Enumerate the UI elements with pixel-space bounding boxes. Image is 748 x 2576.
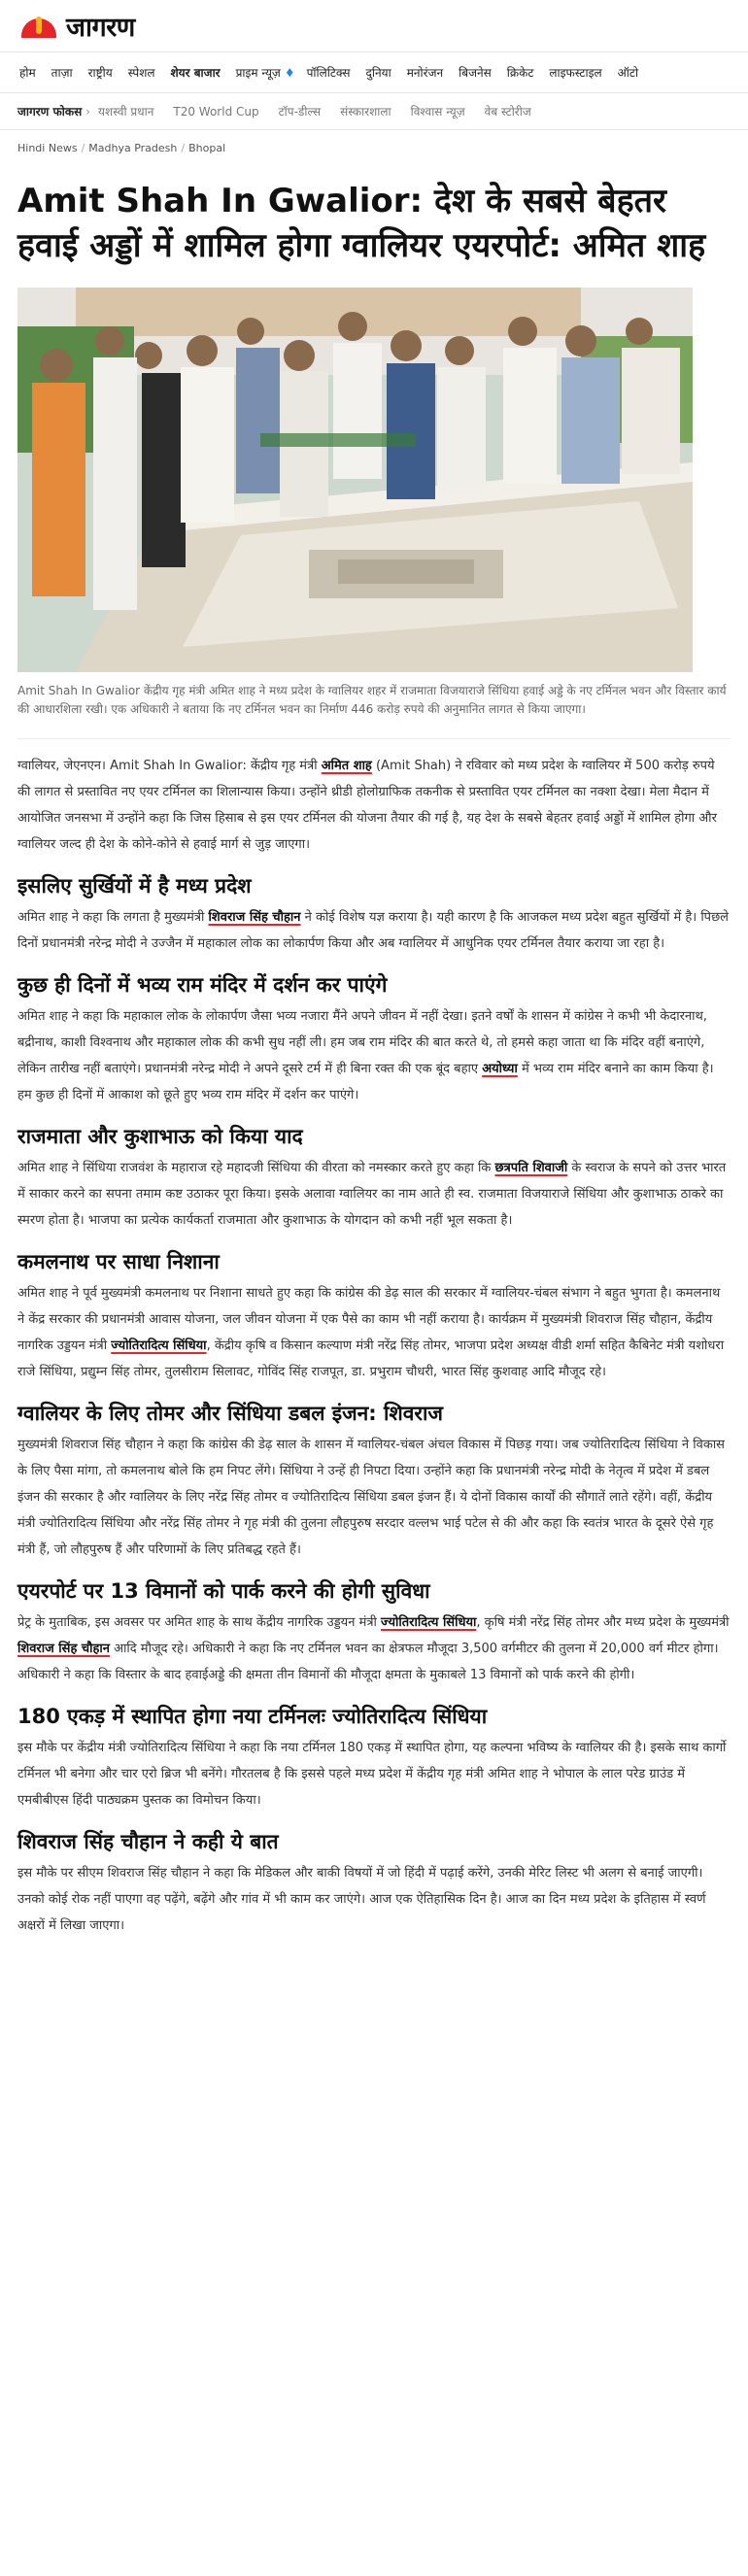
tag-link[interactable]: अयोध्या	[482, 1062, 518, 1076]
nav-item-politics[interactable]: पॉलिटिक्स	[306, 66, 351, 80]
paragraph: अमित शाह ने कहा कि लगता है मुख्यमंत्री शिवराज सिंह चौहान ने कोई विशेष यज्ञ कराया है। यही कारण है कि आजकल मध्य प्रदेश बहुत सुर्खियों में है। पिछले दिनों प्रधानमंत्री नरेन्द्र मोदी ने उज्जैन में महाकाल लोक का लोकार्पण किया और अब ग्वालियर में आधुनिक एयर टर्मिनल तैयार कराया जा रहा है।	[17, 910, 729, 951]
focus-nav	[0, 93, 748, 130]
jagran-logo[interactable]	[17, 8, 135, 44]
nav-item-latest[interactable]: ताज़ा	[51, 66, 73, 80]
jagran-sun-icon	[17, 15, 60, 38]
brand-name: जागरण	[66, 13, 135, 43]
paragraph: इस मौके पर केंद्रीय मंत्री ज्योतिरादित्य सिंधिया ने कहा कि नया टर्मिनल 180 एकड़ में स्थापित होगा, यह कल्पना भविष्य के ग्वालियर की है। इसके साथ कार्गो टर्मिनल भी बनेगा और चार एरो ब्रिज भी बनेंगे। गौरतलब है कि इससे पहले मध्य प्रदेश में केंद्रीय गृह मंत्री अमित शाह ने भोपाल के लाल परेड ग्राउंड में एमबीबीएस हिंदी पाठ्यक्रम पुस्तक का विमोचन किया।	[17, 1741, 727, 1808]
nav-item-national[interactable]: राष्ट्रीय	[87, 66, 113, 80]
article-body	[0, 753, 748, 1939]
breadcrumb-item[interactable]: Madhya Pradesh	[88, 142, 178, 154]
image-caption: Amit Shah In Gwalior केंद्रीय गृह मंत्री अमित शाह ने मध्य प्रदेश के ग्वालियर शहर में राजमाता विजयाराजे सिंधिया हवाई अड्डे के नए टर्मिनल भवन और विस्तार कार्य की आधारशिला रखी। एक अधिकारी ने बताया कि नए टर्मिनल भवन का निर्माण 446 करोड़ रुपये की अनुमानित लागत से किया जाएगा।	[17, 684, 727, 716]
divider	[17, 738, 731, 739]
section-heading: कमलनाथ पर साधा निशाना	[17, 1250, 220, 1273]
paragraph: प्रेट्र के मुताबिक, इस अवसर पर अमित शाह के साथ केंद्रीय नागरिक उड्डयन मंत्री ज्योतिरादित्य सिंधिया, कृषि मंत्री नरेंद्र सिंह तोमर और मध्य प्रदेश के मुख्यमंत्री शिवराज सिंह चौहान आदि मौजूद रहे। अधिकारी ने कहा कि नए टर्मिनल भवन का क्षेत्रफल मौजूदा 3,500 वर्गमीटर की तुलना में 20,000 वर्ग मीटर होगा। अधिकारी ने कहा कि विस्तार के बाद हवाईअड्डे की क्षमता तीन विमानों की मौजूदा क्षमता के मुकाबले 13 विमानों को पार्क करने की होगी।	[17, 1615, 730, 1682]
nav-item-entertainment[interactable]: मनोरंजन	[406, 66, 444, 80]
nav-item-prime-news[interactable]: प्राइम न्यूज़	[235, 66, 281, 80]
paragraph: अमित शाह ने पूर्व मुख्यमंत्री कमलनाथ पर निशाना साधते हुए कहा कि कांग्रेस की डेढ़ साल की सरकार में ग्वालियर-चंबल संभाग ने बहुत भुगता है। कमलनाथ ने केंद्र सरकार की प्रधानमंत्री आवास योजना, जल जीवन योजना में एक पैसे का काम भी नहीं कराया है। कार्यक्रम में मुख्यमंत्री शिवराज सिंह चौहान, केंद्रीय नागरिक उड्डयन मंत्री ज्योतिरादित्य सिंधिया, केंद्रीय कृषि व किसान कल्याण मंत्री नरेंद्र सिंह तोमर, भाजपा प्रदेश अध्यक्ष वीडी शर्मा सहित कैबिनेट मंत्री यशोधरा राजे सिंधिया, प्रद्युम्न सिंह तोमर, तुलसीराम सिलावट, गोविंद सिंह राजपूत, डा. प्रभुराम चौधरी, भारत सिंह कुशवाह आदि मौजूद रहे।	[17, 1286, 725, 1379]
nav-item-business[interactable]: बिजनेस	[459, 66, 492, 80]
nav-item-special[interactable]: स्पेशल	[127, 66, 155, 80]
tag-link[interactable]: छत्रपति शिवाजी	[494, 1161, 568, 1175]
chevron-right-icon: ›	[85, 104, 91, 119]
paragraph: मुख्यमंत्री शिवराज सिंह चौहान ने कहा कि कांग्रेस की डेढ़ साल के शासन में ग्वालियर-चंबल अंचल विकास में पिछड़ गया। जब ज्योतिरादित्य सिंधिया ने विकास के लिए पैसा मांगा, तो कमलनाथ बोले कि हम निपट लेंगे। सिंधिया ने उन्हें ही निपटा दिया। उन्होंने कहा कि प्रधानमंत्री नरेन्द्र मोदी के नेतृत्व में प्रदेश में डबल इंजन की सरकार है और ग्वालियर के लिए नरेंद्र सिंह तोमर व ज्योतिरादित्य सिंधिया डबल इंजन हैं। ये दोनों विकास कार्यों की सौगातें लाते रहेंगे। वहीं, केंद्रीय मंत्री ज्योतिरादित्य सिंधिया और नरेंद्र सिंह तोमर ने गृह मंत्री की तुलना लौहपुरुष सरदार वल्लभ भाई पटेल से की और कहा कि स्वतंत्र भारत के दूसरे ऐसे गृह मंत्री हैं, जो लौहपुरुष हैं और परिणामों के लिए प्रतिबद्ध रहते हैं।	[17, 1438, 725, 1557]
main-nav	[0, 52, 748, 93]
nav-item-lifestyle[interactable]: लाइफस्टाइल	[549, 66, 602, 80]
section-heading: एयरपोर्ट पर 13 विमानों को पार्क करने की होगी सुविधा	[17, 1579, 430, 1603]
paragraph: अमित शाह ने कहा कि महाकाल लोक के लोकार्पण जैसा भव्य नजारा मैंने अपने जीवन में नहीं देखा। इतने वर्षों के शासन में कांग्रेस ने कभी भी केदारनाथ, बद्रीनाथ, काशी विश्वनाथ और महाकाल लोक की कभी सुध नहीं ली। हम जब राम मंदिर की बात करते थे, तो हमसे कहा जाता था कि मंदिर वहीं बनाएंगे, लेकिन तारीख नहीं बताएंगे। प्रधानमंत्री नरेन्द्र मोदी ने अपने दूसरे टर्म में ही बिना रक्त की एक बूंद बहाए अयोध्या में भव्य राम मंदिर बनाने का काम किया है। हम कुछ ही दिनों में आकाश को छूते हुए भव्य राम मंदिर में दर्शन कर पाएंगे।	[17, 1009, 714, 1102]
focus-label: जागरण फोकस	[17, 105, 83, 119]
tag-link[interactable]: ज्योतिरादित्य सिंधिया	[111, 1339, 207, 1353]
diamond-icon: ♦	[284, 65, 295, 80]
tag-link[interactable]: शिवराज सिंह चौहान	[17, 1642, 110, 1656]
paragraph: इस मौके पर सीएम शिवराज सिंह चौहान ने कहा कि मेडिकल और बाकी विषयों में जो हिंदी में पढ़ाई करेंगे, उनकी मेरिट लिस्ट भी अलग से बनाई जाएगी। उनको कोई रोक नहीं पाएगा वह पढ़ेंगे, बढ़ेंगे और गांव में भी काम कर जाएंगे। आज एक ऐतिहासिक दिन है। आज का दिन मध्य प्रदेश के इतिहास में स्वर्ण अक्षरों में लिखा जाएगा।	[17, 1866, 706, 1933]
focus-item[interactable]: विश्वास न्यूज़	[410, 105, 465, 119]
breadcrumb-item[interactable]: Hindi News	[17, 142, 78, 154]
tag-link[interactable]: अमित शाह	[321, 759, 372, 773]
focus-item[interactable]: टॉप-डील्स	[278, 105, 322, 119]
nav-item-auto[interactable]: ऑटो	[617, 66, 639, 80]
hero-image	[17, 288, 693, 672]
nav-item-cricket[interactable]: क्रिकेट	[506, 66, 534, 80]
nav-item-share-market[interactable]: शेयर बाजार	[170, 66, 221, 80]
section-heading: कुछ ही दिनों में भव्य राम मंदिर में दर्शन कर पाएंगे	[17, 973, 388, 997]
nav-item-home[interactable]: होम	[19, 66, 36, 80]
focus-item[interactable]: T20 World Cup	[173, 104, 259, 119]
section-heading: 180 एकड़ में स्थापित होगा नया टर्मिनलः ज्योतिरादित्य सिंधिया	[17, 1705, 488, 1728]
paragraph: अमित शाह ने सिंधिया राजवंश के महाराज रहे महादजी सिंधिया की वीरता को नमस्कार करते हुए कहा कि छत्रपति शिवाजी के स्वराज के सपने को उत्तर भारत में साकार करने का सपना तमाम कष्ट उठाकर पूरा किया। इसके अलावा ग्वालियर का नाम आते ही स्व. राजमाता विजयाराजे सिंधिया और कुशाभाऊ ठाकरे का स्मरण होता है। भाजपा का प्रत्येक कार्यकर्ता राजमाता और कुशाभाऊ के योगदान को कभी नहीं भूल सकता है।	[17, 1161, 727, 1228]
section-heading: इसलिए सुर्खियों में है मध्य प्रदेश	[17, 874, 252, 898]
section-heading: शिवराज सिंह चौहान ने कही ये बात	[17, 1830, 279, 1853]
breadcrumb: Hindi News / Madhya Pradesh / Bhopal	[17, 142, 226, 154]
tag-link[interactable]: ज्योतिरादित्य सिंधिया	[381, 1615, 477, 1630]
tag-link[interactable]: शिवराज सिंह चौहान	[208, 910, 301, 925]
breadcrumb-item[interactable]: Bhopal	[188, 142, 226, 154]
lead-paragraph: ग्वालियर, जेएनएन। Amit Shah In Gwalior: केंद्रीय गृह मंत्री अमित शाह (Amit Shah) ने रविवार को मध्य प्रदेश के ग्वालियर में 500 करोड़ रुपये की लागत से प्रस्तावित नए एयर टर्मिनल का शिलान्यास किया। उन्होंने थ्रीडी होलोग्राफिक तकनीक से प्रस्तावित एयर टर्मिनल का नक्शा देखा। मेला मैदान में आयोजित जनसभा में उन्होंने कहा कि जिस हिसाब से इस एयर टर्मिनल की योजना तैयार की गई है, यह देश के सबसे बेहतर हवाई अड्डों में शामिल होगा और ग्वालियर जल्द ही देश के कोने-कोने से हवाई मार्ग से जुड़ जाएगा।	[17, 759, 717, 852]
focus-item[interactable]: संस्कारशाला	[340, 105, 391, 119]
focus-item[interactable]: वेब स्टोरीज	[484, 105, 531, 119]
article-title: Amit Shah In Gwalior: देश के सबसे बेहतर हवाई अड्डों में शामिल होगा ग्वालियर एयरपोर्ट: अमित शाह	[17, 182, 706, 265]
section-heading: राजमाता और कुशाभाऊ को किया याद	[17, 1125, 303, 1148]
site-header	[0, 0, 748, 52]
section-heading: ग्वालियर के लिए तोमर और सिंधिया डबल इंजन: शिवराज	[17, 1402, 444, 1425]
focus-item[interactable]: यशस्वी प्रधान	[98, 105, 154, 119]
nav-item-world[interactable]: दुनिया	[365, 66, 391, 80]
